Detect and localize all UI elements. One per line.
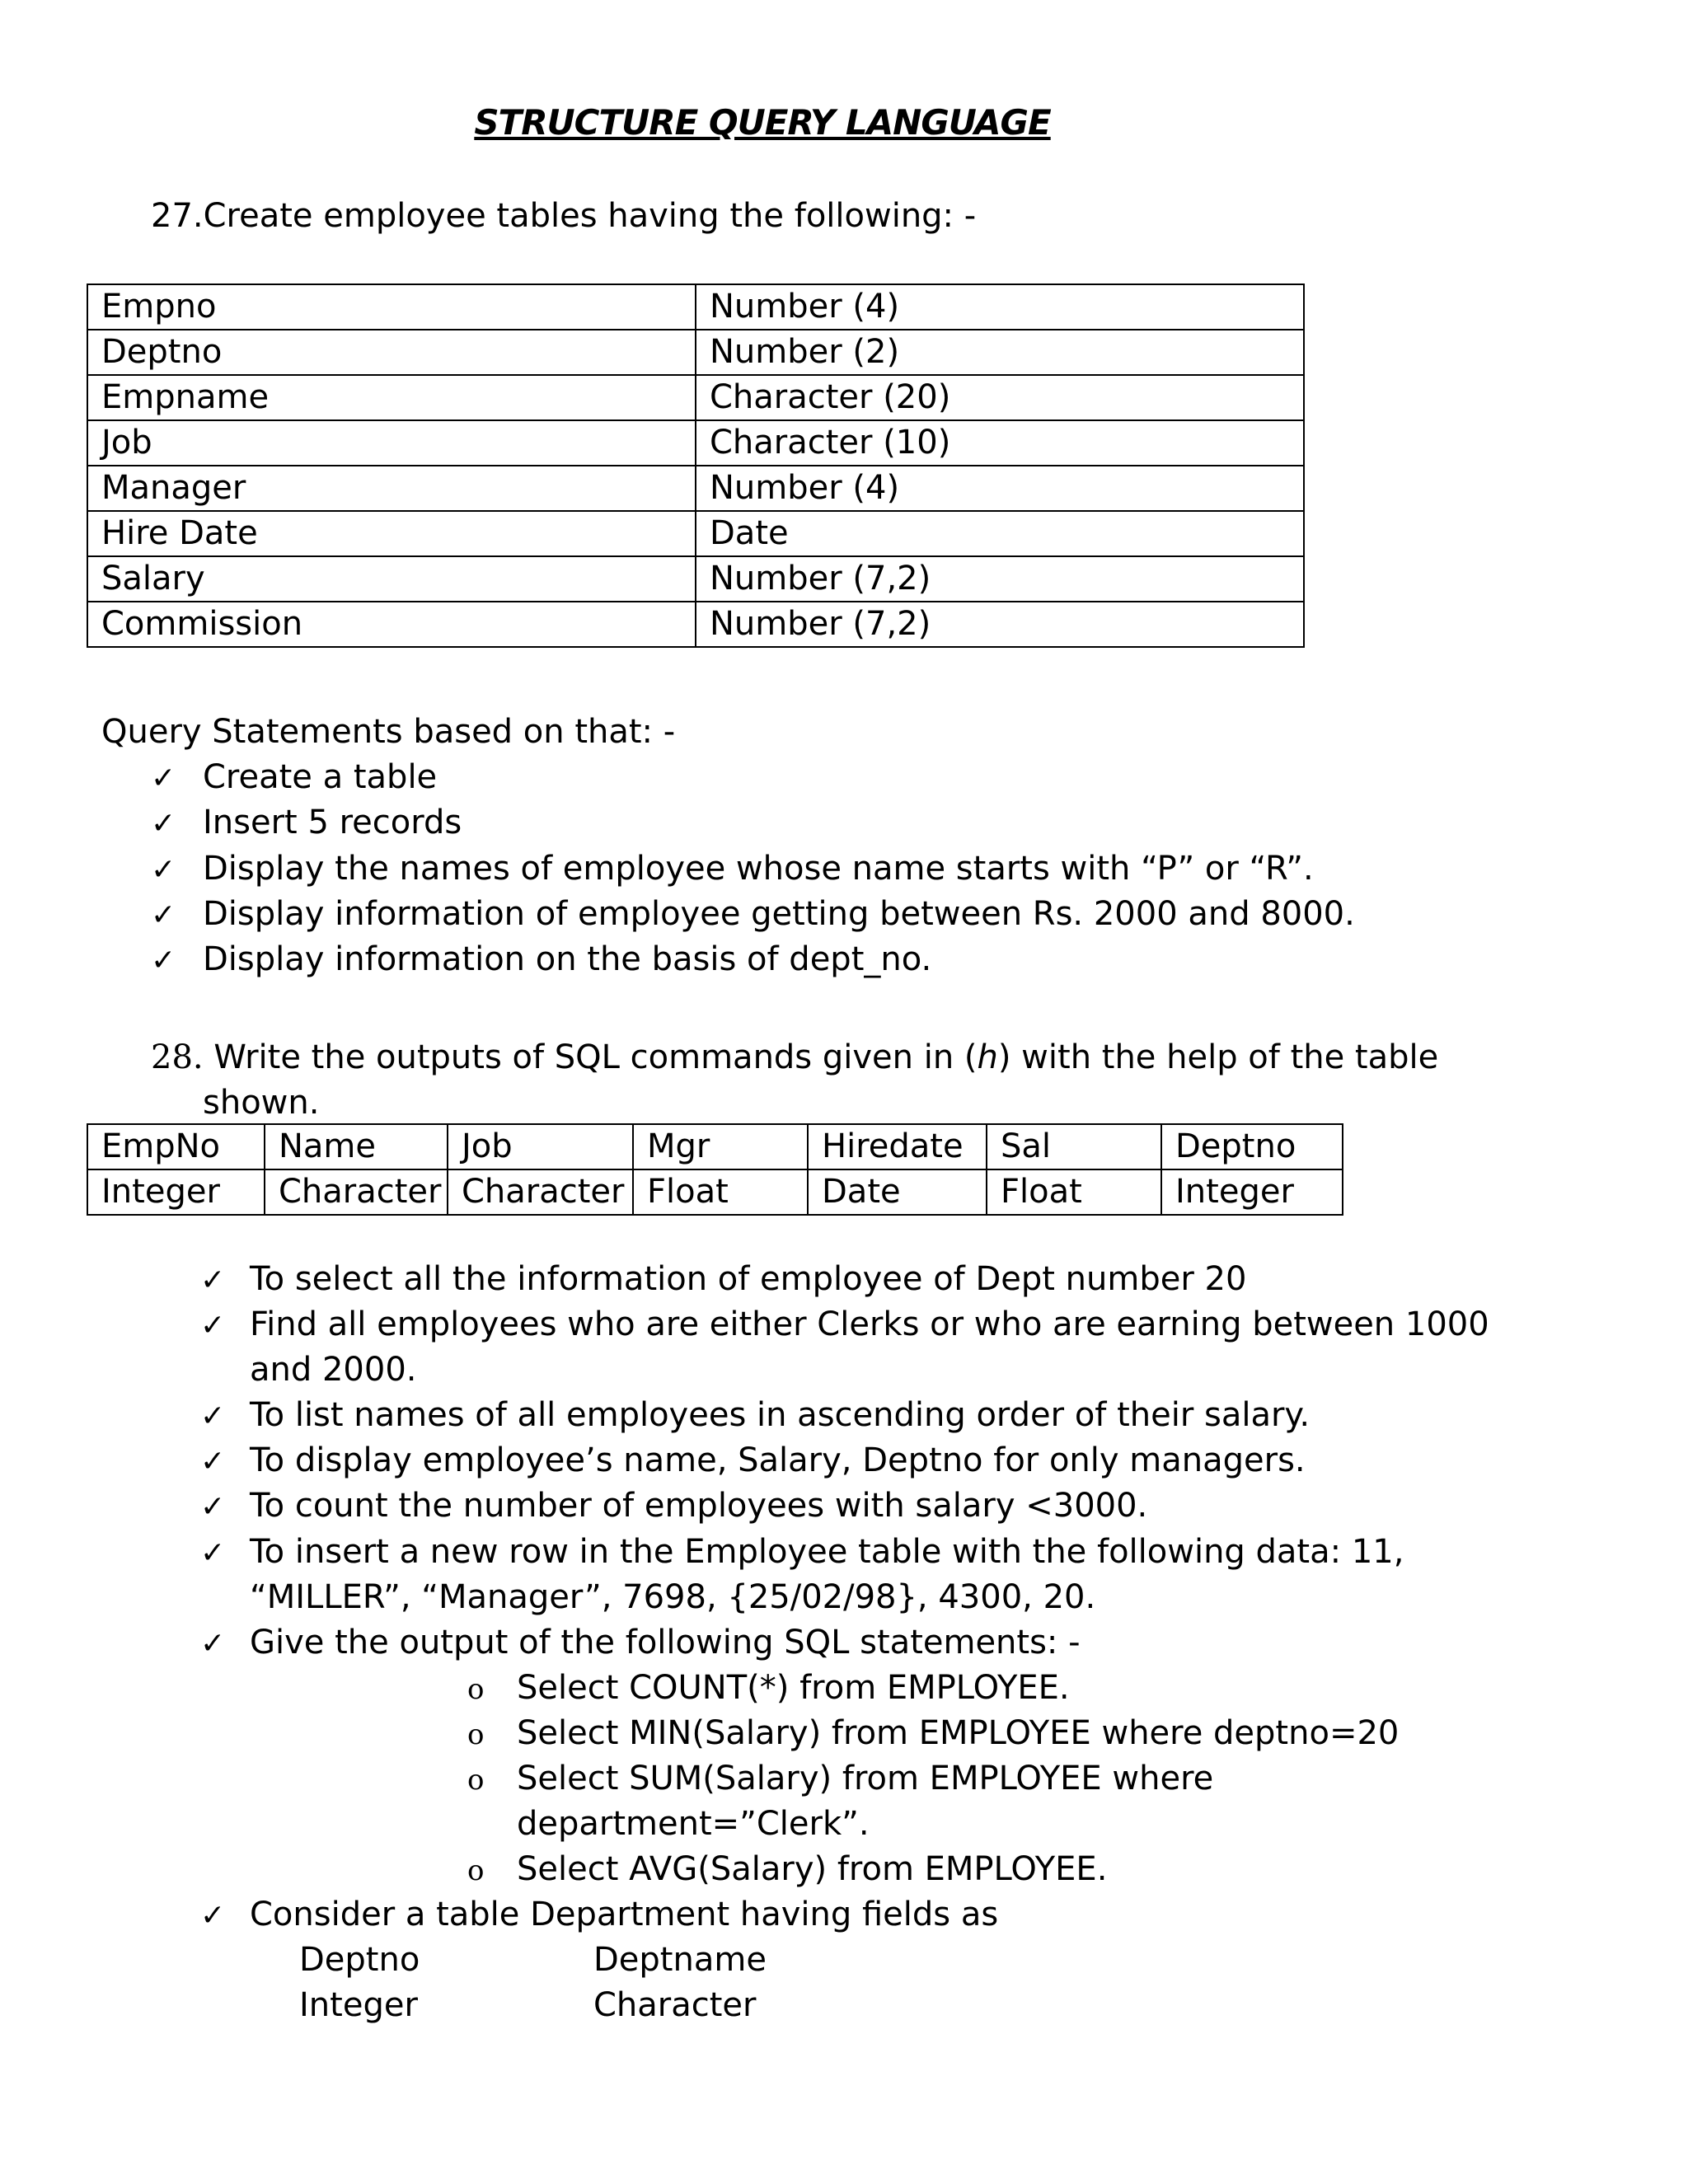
- field-type-cell: Number (7,2): [696, 556, 1304, 602]
- checkmark-icon: ✓: [200, 1309, 226, 1343]
- page-title: STRUCTURE QUERY LANGUAGE: [474, 102, 1051, 143]
- list-item: [200, 1256, 1246, 1304]
- sql-statement-text: Select AVG(Salary) from EMPLOYEE.: [517, 1850, 1108, 1888]
- circle-bullet-icon: o: [467, 1764, 485, 1797]
- field-name-cell: Job: [87, 420, 696, 466]
- column-type-cell: Character: [265, 1169, 448, 1215]
- field-name-cell: Deptno: [87, 330, 696, 375]
- table-row: [87, 602, 1304, 647]
- list-item: [200, 1483, 1147, 1530]
- circle-bullet-icon: o: [467, 1718, 485, 1751]
- table-row: [87, 284, 1304, 330]
- checkmark-icon: ✓: [151, 762, 176, 795]
- sql-statement: [467, 1846, 1107, 1894]
- list-item-text: Consider a table Department having fields as: [250, 1896, 999, 1933]
- list-item-text: Give the output of the following SQL statements: -: [250, 1624, 1081, 1661]
- field-name-cell: Empno: [87, 284, 696, 330]
- field-name-cell: Hire Date: [87, 511, 696, 556]
- list-item-text: “MILLER”, “Manager”, 7698, {25/02/98}, 4300, 20.: [250, 1578, 1096, 1616]
- checkmark-icon: ✓: [151, 944, 176, 977]
- employee-fields-table: [87, 1123, 1343, 1216]
- field-type-cell: Character (20): [696, 375, 1304, 420]
- list-item-continuation: [250, 1574, 1095, 1620]
- field-type-cell: Number (4): [696, 466, 1304, 511]
- question-text: Create employee tables having the following: -: [203, 197, 977, 235]
- checkmark-icon: ✓: [200, 1899, 226, 1933]
- list-item: [200, 1301, 1489, 1349]
- dept-field-type: Character: [593, 1986, 757, 2024]
- list-item: [200, 1437, 1306, 1485]
- column-header: Deptno: [1161, 1124, 1343, 1169]
- list-item-text: To insert a new row in the Employee table with the following data: 11,: [250, 1533, 1404, 1571]
- checkmark-icon: ✓: [200, 1627, 226, 1661]
- question-28-heading-line2: shown.: [203, 1084, 320, 1122]
- sql-statement-text: Select MIN(Salary) from EMPLOYEE where deptno=20: [517, 1714, 1400, 1752]
- list-item-text: To select all the information of employee of Dept number 20: [250, 1260, 1247, 1298]
- column-type-cell: Integer: [1161, 1169, 1343, 1215]
- list-item: [151, 936, 931, 984]
- list-item-text: Display information on the basis of dept_no.: [203, 940, 932, 978]
- employee-schema-table: [87, 284, 1305, 648]
- list-item-text: Display information of employee getting between Rs. 2000 and 8000.: [203, 895, 1355, 933]
- dept-field-name: Deptno: [299, 1941, 420, 1979]
- list-item-text: and 2000.: [250, 1351, 417, 1389]
- field-type-cell: Date: [696, 511, 1304, 556]
- sql-statement: [467, 1710, 1399, 1758]
- question-27-heading: [151, 193, 976, 239]
- list-item: [151, 891, 1355, 939]
- dept-field-type: Integer: [299, 1986, 418, 2024]
- column-type-cell: Integer: [87, 1169, 265, 1215]
- table-row: [87, 375, 1304, 420]
- field-type-cell: Number (7,2): [696, 602, 1304, 647]
- table-row: [87, 466, 1304, 511]
- checkmark-icon: ✓: [200, 1399, 226, 1433]
- table-header-row: [87, 1124, 1343, 1169]
- column-header: Mgr: [633, 1124, 808, 1169]
- checkmark-icon: ✓: [200, 1490, 226, 1524]
- column-type-cell: Character: [448, 1169, 633, 1215]
- table-row: [87, 1169, 1343, 1215]
- list-item: [151, 754, 437, 802]
- field-type-cell: Character (10): [696, 420, 1304, 466]
- list-item-text: To display employee’s name, Salary, Deptno for only managers.: [250, 1441, 1306, 1479]
- circle-bullet-icon: o: [467, 1854, 485, 1887]
- field-name-cell: Salary: [87, 556, 696, 602]
- list-item: [151, 799, 462, 847]
- field-name-cell: Empname: [87, 375, 696, 420]
- list-item: [151, 846, 1314, 893]
- sql-statement-continuation: [517, 1801, 870, 1847]
- checkmark-icon: ✓: [200, 1445, 226, 1479]
- list-item-text: Create a table: [203, 758, 438, 796]
- table-row: [87, 511, 1304, 556]
- checkmark-icon: ✓: [151, 898, 176, 932]
- column-header: Sal: [987, 1124, 1161, 1169]
- sql-statement-text: Select COUNT(*) from EMPLOYEE.: [517, 1669, 1070, 1707]
- question-28-heading: [151, 1034, 1438, 1080]
- list-item: [200, 1392, 1310, 1440]
- field-name-cell: Commission: [87, 602, 696, 647]
- sql-statement-text: Select SUM(Salary) from EMPLOYEE where: [517, 1760, 1214, 1797]
- list-item: [200, 1891, 998, 1939]
- question-text-italic: h: [977, 1038, 998, 1076]
- sql-statement-text: department=”Clerk”.: [517, 1805, 870, 1843]
- field-type-cell: Number (2): [696, 330, 1304, 375]
- column-header: EmpNo: [87, 1124, 265, 1169]
- question-text-pre: Write the outputs of SQL commands given in (: [213, 1038, 978, 1076]
- question-number: 28.: [151, 1038, 204, 1076]
- sql-statement: [467, 1665, 1070, 1713]
- list-item-text: Find all employees who are either Clerks or who are earning between 1000: [250, 1305, 1489, 1343]
- column-type-cell: Float: [633, 1169, 808, 1215]
- checkmark-icon: ✓: [151, 807, 176, 841]
- table-row: [87, 330, 1304, 375]
- column-header: Name: [265, 1124, 448, 1169]
- field-type-cell: Number (4): [696, 284, 1304, 330]
- column-type-cell: Float: [987, 1169, 1161, 1215]
- list-item: [200, 1619, 1081, 1667]
- list-item-text: To count the number of employees with salary <3000.: [250, 1487, 1148, 1525]
- list-item: [200, 1529, 1404, 1577]
- dept-field-name: Deptname: [593, 1941, 767, 1979]
- column-type-cell: Date: [808, 1169, 987, 1215]
- column-header: Job: [448, 1124, 633, 1169]
- table-row: [87, 556, 1304, 602]
- checkmark-icon: ✓: [151, 853, 176, 887]
- list-item-continuation: [250, 1347, 416, 1393]
- list-item-text: To list names of all employees in ascending order of their salary.: [250, 1396, 1311, 1434]
- field-name-cell: Manager: [87, 466, 696, 511]
- question-text-post: ) with the help of the table: [997, 1038, 1439, 1076]
- list-item-text: Insert 5 records: [203, 804, 462, 841]
- list-item-text: Display the names of employee whose name starts with “P” or “R”.: [203, 850, 1314, 888]
- sql-statement: [467, 1755, 1213, 1803]
- question-number: 27.: [151, 197, 204, 235]
- column-header: Hiredate: [808, 1124, 987, 1169]
- circle-bullet-icon: o: [467, 1673, 485, 1706]
- checkmark-icon: ✓: [200, 1536, 226, 1570]
- table-row: [87, 420, 1304, 466]
- query-statements-heading: Query Statements based on that: -: [101, 713, 676, 751]
- checkmark-icon: ✓: [200, 1263, 226, 1297]
